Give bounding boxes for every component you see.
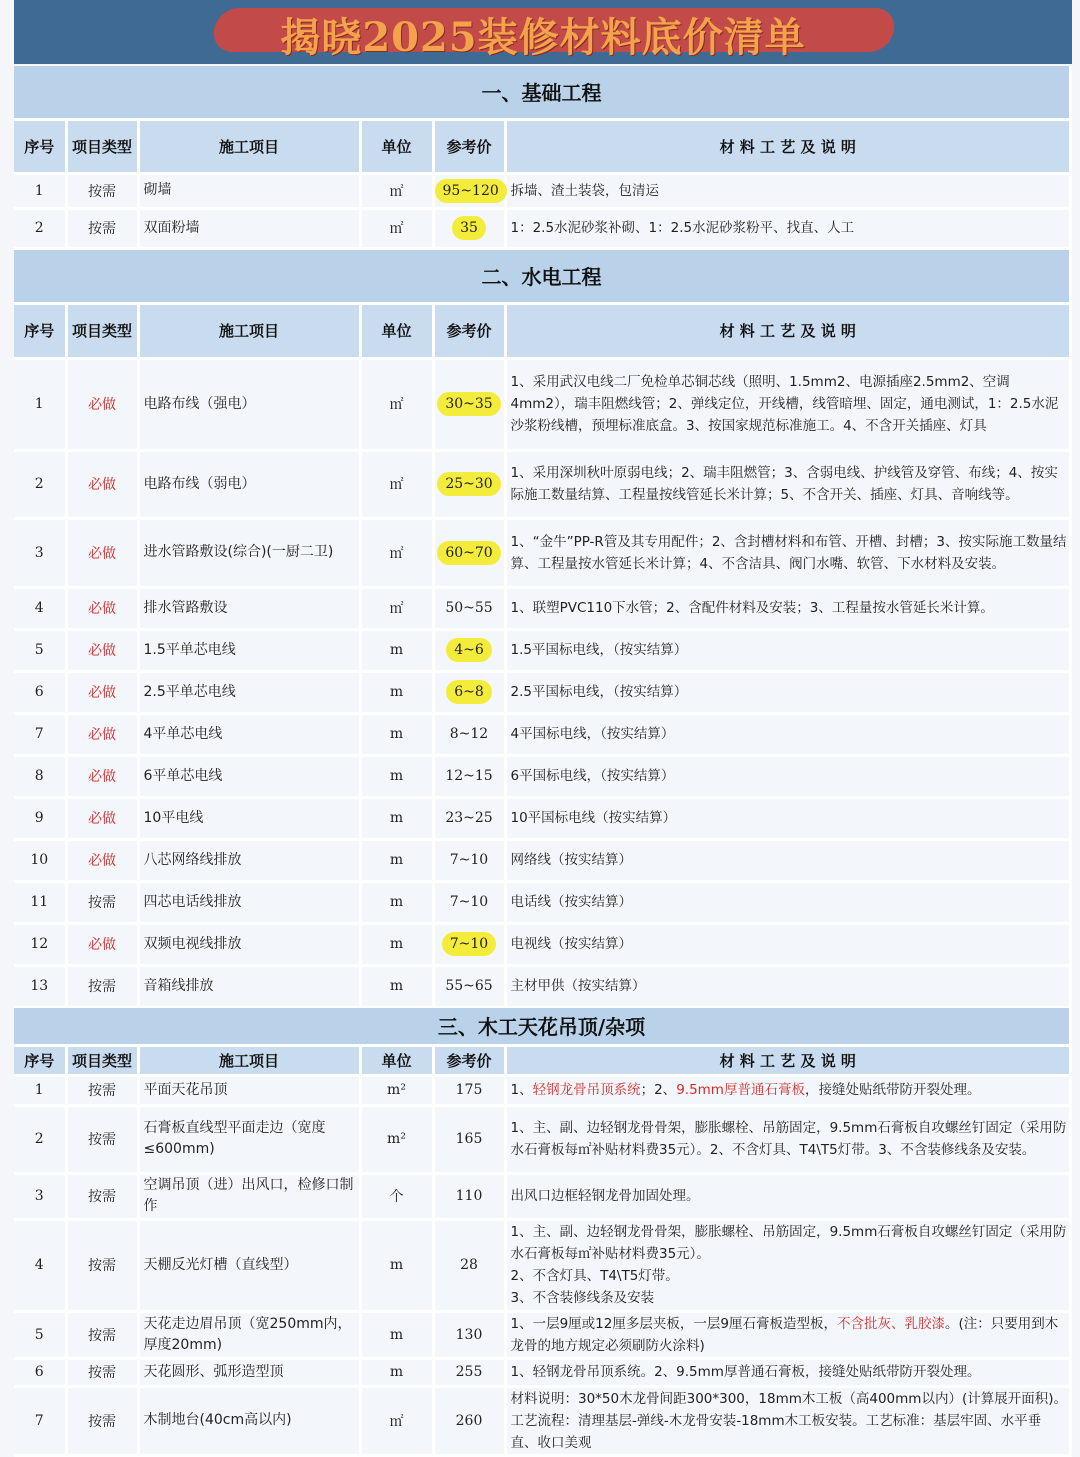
row-unit: ㎡	[360, 518, 433, 587]
row-item: 音箱线排放	[138, 965, 360, 1007]
row-price: 35	[452, 216, 486, 240]
row-unit: ㎡	[360, 587, 433, 629]
row-price: 30~35	[437, 392, 500, 416]
row-item: 木制地台(40cm高以内)	[138, 1386, 360, 1455]
table-row	[14, 518, 1071, 587]
row-price: 165	[433, 1105, 505, 1173]
table-row	[14, 1105, 1071, 1173]
row-unit: m	[360, 923, 433, 965]
row-unit: ㎡	[360, 450, 433, 518]
row-item: 2.5平单芯电线	[138, 671, 360, 713]
row-no: 12	[14, 923, 66, 965]
col-header-desc: 材 料 工 艺 及 说 明	[505, 119, 1071, 173]
row-item: 排水管路敷设	[138, 587, 360, 629]
row-no: 13	[14, 965, 66, 1007]
desc-line: 3、不含装修线条及安装	[510, 1290, 655, 1306]
desc-red-text: 9.5mm厚普通石膏板	[676, 1082, 805, 1098]
row-price: 23~25	[433, 797, 505, 839]
row-item: 天棚反光灯槽（直线型）	[138, 1219, 360, 1311]
row-unit: m	[360, 839, 433, 881]
row-desc: 1、联塑PVC110下水管；2、含配件材料及安装；3、工程量按水管延长米计算。	[505, 587, 1071, 629]
row-no: 7	[14, 1386, 66, 1455]
row-price: 7~10	[442, 932, 496, 956]
row-desc: 电话线（按实结算）	[505, 881, 1071, 923]
section-title: 二、水电工程	[14, 250, 1071, 303]
row-type: 按需	[66, 1386, 138, 1455]
row-desc: 4平国标电线，（按实结算）	[505, 713, 1071, 755]
row-price: 7~10	[433, 881, 505, 923]
row-item: 砌墙	[138, 173, 360, 208]
row-unit: ㎡	[360, 173, 433, 208]
row-no: 3	[14, 518, 66, 587]
col-header-item: 施工项目	[138, 303, 360, 358]
row-no: 9	[14, 797, 66, 839]
row-no: 4	[14, 587, 66, 629]
row-desc: 出风口边框轻钢龙骨加固处理。	[505, 1173, 1071, 1219]
row-price: 6~8	[446, 680, 492, 704]
row-price: 95~120	[435, 179, 507, 203]
row-desc: 1：2.5水泥砂浆补砌、1：2.5水泥砂浆粉平、找直、人工	[505, 208, 1071, 248]
row-price: 110	[433, 1173, 505, 1219]
col-header-item: 施工项目	[138, 1045, 360, 1075]
row-no: 5	[14, 629, 66, 671]
row-unit: m	[360, 713, 433, 755]
col-header-unit: 单位	[360, 119, 433, 173]
row-unit: m²	[360, 1075, 433, 1105]
row-desc: 拆墙、渣土装袋，包清运	[505, 173, 1071, 208]
row-unit: m	[360, 881, 433, 923]
row-no: 8	[14, 755, 66, 797]
row-type: 按需	[66, 1105, 138, 1173]
row-price: 7~10	[433, 839, 505, 881]
desc-text: ，接缝处贴纸带防开裂处理。	[804, 1082, 981, 1098]
row-item: 天花圆形、弧形造型顶	[138, 1358, 360, 1386]
row-type: 必做	[66, 450, 138, 518]
row-no: 2	[14, 1105, 66, 1173]
row-unit: m	[360, 671, 433, 713]
table-row	[14, 1358, 1071, 1386]
row-type: 按需	[66, 173, 138, 208]
col-header-price: 参考价	[433, 1045, 505, 1075]
row-no: 11	[14, 881, 66, 923]
row-type: 必做	[66, 839, 138, 881]
table-row	[14, 208, 1071, 248]
row-desc: 2.5平国标电线，（按实结算）	[505, 671, 1071, 713]
col-header-desc: 材 料 工 艺 及 说 明	[505, 303, 1071, 358]
table-row	[14, 1075, 1071, 1105]
row-type: 必做	[66, 358, 138, 450]
page-title: 揭晓2025装修材料底价清单	[280, 14, 806, 61]
row-desc: 6平国标电线，（按实结算）	[505, 755, 1071, 797]
row-desc: 网络线（按实结算）	[505, 839, 1071, 881]
row-desc: 主材甲供（按实结算）	[505, 965, 1071, 1007]
col-header-unit: 单位	[360, 303, 433, 358]
row-price: 50~55	[433, 587, 505, 629]
table-row	[14, 839, 1071, 881]
row-type: 必做	[66, 629, 138, 671]
row-type: 按需	[66, 1219, 138, 1311]
col-header-item: 施工项目	[138, 119, 360, 173]
desc-text: 1、一层9厘或12厘多层夹板，一层9厘石膏板造型板，	[510, 1315, 837, 1332]
col-header-type: 项目类型	[66, 303, 138, 358]
row-desc: 10平国标电线（按实结算）	[505, 797, 1071, 839]
row-type: 按需	[66, 1173, 138, 1219]
row-unit: m²	[360, 1105, 433, 1173]
row-desc	[505, 1219, 1071, 1311]
row-desc: 1、主、副、边轻钢龙骨骨架，膨胀螺栓、吊筋固定，9.5mm石膏板自攻螺丝钉固定（采用防水石膏板每㎡补贴材料费35元）。2、不含灯具、T4\T5灯带。3、不含装修线条及安装。	[505, 1105, 1071, 1173]
row-price: 60~70	[437, 541, 500, 565]
section-carpentry-table	[14, 1008, 1072, 1457]
row-unit: ㎡	[360, 1386, 433, 1455]
row-no: 2	[14, 208, 66, 248]
row-unit: m	[360, 797, 433, 839]
row-item: 电路布线（弱电）	[138, 450, 360, 518]
row-no: 6	[14, 671, 66, 713]
row-desc: 1、“金牛”PP-R管及其专用配件；2、含封槽材料和布管、开槽、封槽；3、按实际施工数量结算、工程量按水管延长米计算；4、不含洁具、阀门水嘴、软管、下水材料及安装。	[505, 518, 1071, 587]
row-price: 130	[433, 1311, 505, 1358]
table-row	[14, 881, 1071, 923]
table-row	[14, 713, 1071, 755]
row-item: 石膏板直线型平面走边（宽度≤600mm)	[138, 1105, 360, 1173]
table-row	[14, 358, 1071, 450]
row-item: 四芯电话线排放	[138, 881, 360, 923]
table-row	[14, 1173, 1071, 1219]
row-item: 空调吊顶（进）出风口，检修口制作	[138, 1173, 360, 1219]
row-price: 260	[433, 1386, 505, 1455]
title-banner	[14, 0, 1072, 64]
row-price: 12~15	[433, 755, 505, 797]
row-price: 55~65	[433, 965, 505, 1007]
col-header-price: 参考价	[433, 303, 505, 358]
table-row	[14, 1386, 1071, 1455]
row-type: 按需	[66, 1075, 138, 1105]
row-item: 10平电线	[138, 797, 360, 839]
row-no: 2	[14, 450, 66, 518]
row-item: 1.5平单芯电线	[138, 629, 360, 671]
row-unit: ㎡	[360, 358, 433, 450]
section-title: 三、木工天花吊顶/杂项	[14, 1008, 1071, 1045]
row-desc: 1.5平国标电线，（按实结算）	[505, 629, 1071, 671]
desc-line: 1、主、副、边轻钢龙骨骨架，膨胀螺栓、吊筋固定，9.5mm石膏板自攻螺丝钉固定（采用防水石膏板每㎡补贴材料费35元）。	[510, 1224, 1067, 1262]
row-no: 4	[14, 1219, 66, 1311]
row-desc: 1、采用武汉电线二厂免检单芯铜芯线（照明、1.5mm2、电源插座2.5mm2、空调4mm2），瑞丰阻燃线管；2、弹线定位，开线槽，线管暗埋、固定，通电测试，1：2.5水泥沙浆粉线槽，预埋标准底盒。3、按国家规范标准施工。4、不含开关插座、灯具	[505, 358, 1071, 450]
table-row	[14, 923, 1071, 965]
row-price: 28	[433, 1219, 505, 1311]
table-row	[14, 587, 1071, 629]
row-item: 6平单芯电线	[138, 755, 360, 797]
row-item: 4平单芯电线	[138, 713, 360, 755]
table-row	[14, 173, 1071, 208]
row-unit: m	[360, 1358, 433, 1386]
row-desc: 1、轻钢龙骨吊顶系统。2、9.5mm厚普通石膏板，接缝处贴纸带防开裂处理。	[505, 1358, 1071, 1386]
row-item: 双面粉墙	[138, 208, 360, 248]
col-header-no: 序号	[14, 119, 66, 173]
row-type: 按需	[66, 881, 138, 923]
row-no: 10	[14, 839, 66, 881]
row-no: 3	[14, 1173, 66, 1219]
row-type: 按需	[66, 965, 138, 1007]
table-row	[14, 755, 1071, 797]
row-price: 4~6	[446, 638, 492, 662]
row-unit: m	[360, 1219, 433, 1311]
row-item: 双频电视线排放	[138, 923, 360, 965]
row-type: 必做	[66, 923, 138, 965]
section-plumbing-electric-table	[14, 250, 1072, 1009]
col-header-type: 项目类型	[66, 119, 138, 173]
table-row	[14, 1311, 1071, 1358]
row-no: 7	[14, 713, 66, 755]
desc-line: 2、不含灯具、T4\T5灯带。	[510, 1268, 679, 1284]
row-type: 按需	[66, 208, 138, 248]
col-header-price: 参考价	[433, 119, 505, 173]
col-header-unit: 单位	[360, 1045, 433, 1075]
row-unit: 个	[360, 1173, 433, 1219]
row-item: 平面天花吊顶	[138, 1075, 360, 1105]
section-title: 一、基础工程	[14, 66, 1071, 119]
row-unit: m	[360, 629, 433, 671]
desc-red-text: 不含批灰、乳胶漆	[836, 1315, 945, 1332]
row-unit: ㎡	[360, 208, 433, 248]
row-type: 必做	[66, 587, 138, 629]
col-header-no: 序号	[14, 1045, 66, 1075]
row-type: 必做	[66, 797, 138, 839]
desc-text: 1、	[510, 1082, 533, 1098]
row-type: 按需	[66, 1358, 138, 1386]
row-desc	[505, 1075, 1071, 1105]
row-type: 必做	[66, 671, 138, 713]
row-price: 175	[433, 1075, 505, 1105]
row-item: 天花走边眉吊顶（宽250mm内，厚度20mm)	[138, 1311, 360, 1358]
row-desc: 1、采用深圳秋叶原弱电线；2、瑞丰阻燃管；3、含弱电线、护线管及穿管、布线；4、按实际施工数量结算、工程量按线管延长米计算；5、不含开关、插座、灯具、音响线等。	[505, 450, 1071, 518]
row-unit: m	[360, 965, 433, 1007]
row-item: 进水管路敷设(综合)(一厨二卫)	[138, 518, 360, 587]
desc-text: 。(注：只要用到木龙骨的地方规定必须刷防火涂料)	[510, 1315, 1059, 1354]
row-price: 8~12	[433, 713, 505, 755]
table-row	[14, 629, 1071, 671]
row-desc	[505, 1311, 1071, 1358]
row-type: 必做	[66, 713, 138, 755]
row-desc: 材料说明：30*50木龙骨间距300*300，18mm木工板（高400mm以内）(计算展开面积)。工艺流程：清理基层-弹线-木龙骨安装-18mm木工板安装。工艺标准：基层牢固、水平垂直、收口美观	[505, 1386, 1071, 1455]
row-no: 6	[14, 1358, 66, 1386]
row-no: 5	[14, 1311, 66, 1358]
row-price: 25~30	[437, 472, 500, 496]
row-desc: 电视线（按实结算）	[505, 923, 1071, 965]
col-header-no: 序号	[14, 303, 66, 358]
table-row	[14, 797, 1071, 839]
col-header-type: 项目类型	[66, 1045, 138, 1075]
section-basic-table	[14, 66, 1072, 250]
row-item: 八芯网络线排放	[138, 839, 360, 881]
row-type: 按需	[66, 1311, 138, 1358]
desc-red-text: 轻钢龙骨吊顶系统	[532, 1082, 641, 1098]
table-row	[14, 671, 1071, 713]
table-row	[14, 450, 1071, 518]
row-type: 必做	[66, 755, 138, 797]
row-no: 1	[14, 1075, 66, 1105]
row-no: 1	[14, 173, 66, 208]
col-header-desc: 材 料 工 艺 及 说 明	[505, 1045, 1071, 1075]
table-row	[14, 1219, 1071, 1311]
row-unit: m	[360, 1311, 433, 1358]
desc-text: ；2、	[640, 1082, 677, 1098]
row-type: 必做	[66, 518, 138, 587]
row-no: 1	[14, 358, 66, 450]
row-item: 电路布线（强电）	[138, 358, 360, 450]
table-row	[14, 965, 1071, 1007]
row-price: 255	[433, 1358, 505, 1386]
row-unit: m	[360, 755, 433, 797]
